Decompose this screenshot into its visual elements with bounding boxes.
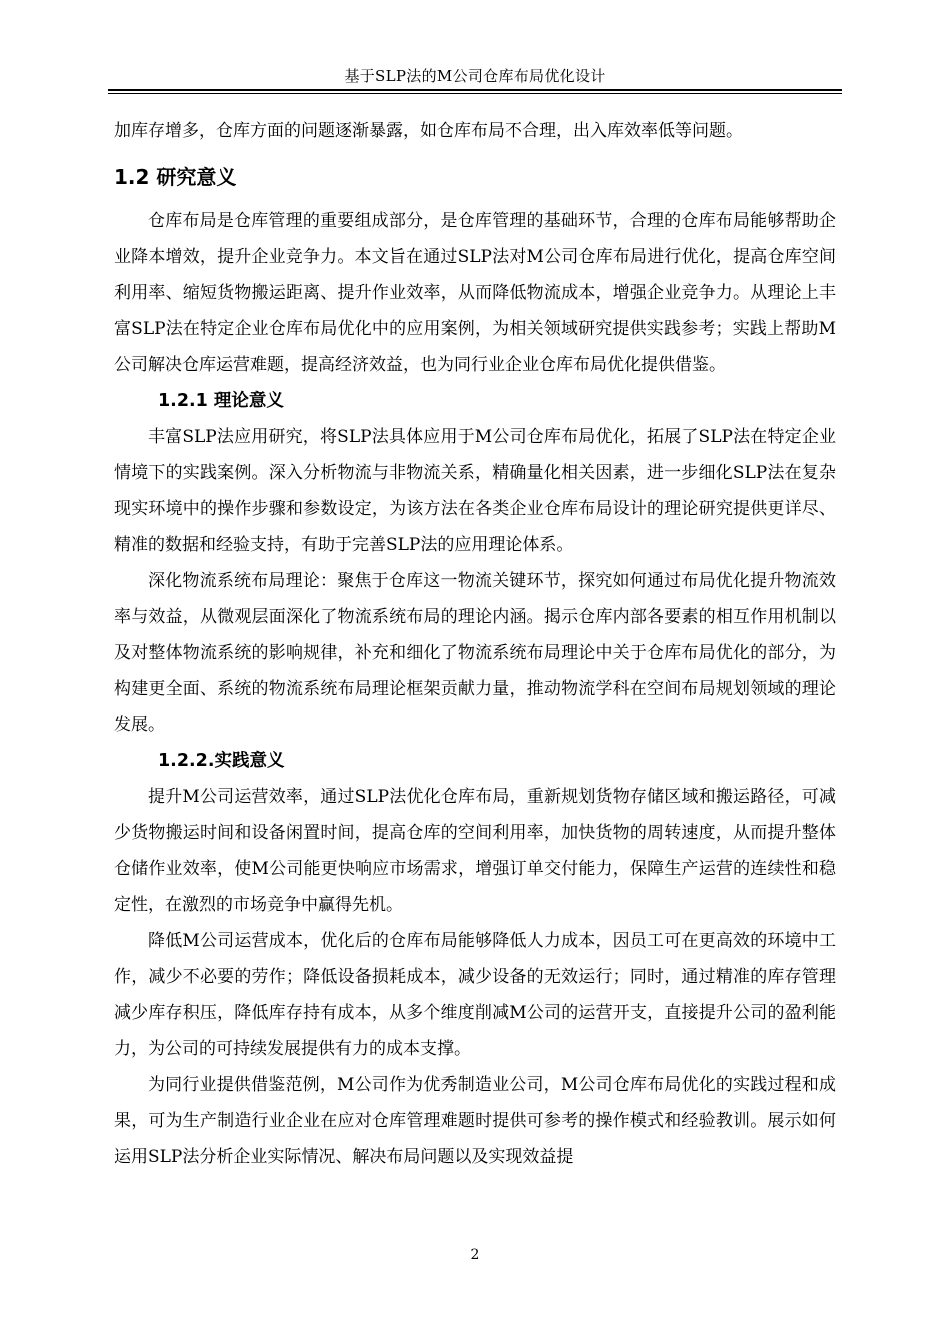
practice-paragraph-1: 提升M公司运营效率，通过SLP法优化仓库布局，重新规划货物存储区域和搬运路径，可减少货物搬运时间和设备闲置时间，提高仓库的空间利用率，加快货物的周转速度，从而提升整体仓储作业效率，使M公司能更快响应市场需求，增强订单交付能力，保障生产运营的连续性和稳定性，在激烈的市场竞争中赢得先机。 [114, 787, 836, 915]
theory-paragraph-2: 深化物流系统布局理论：聚焦于仓库这一物流关键环节，探究如何通过布局优化提升物流效率与效益，从微观层面深化了物流系统布局的理论内涵。揭示仓库内部各要素的相互作用机制以及对整体物流系统的影响规律，补充和细化了物流系统布局理论中关于仓库布局优化的部分，为构建更全面、系统的物流系统布局理论框架贡献力量，推动物流学科在空间布局规划领域的理论发展。 [114, 571, 836, 735]
header-rule-thick [108, 89, 842, 91]
section-heading-1-2-1: 1.2.1 理论意义 [158, 391, 284, 411]
header-rule-thin [108, 93, 842, 94]
section-1-2-paragraph: 仓库布局是仓库管理的重要组成部分，是仓库管理的基础环节，合理的仓库布局能够帮助企业降本增效，提升企业竞争力。本文旨在通过SLP法对M公司仓库布局进行优化，提高仓库空间利用率、缩短货物搬运距离、提升作业效率，从而降低物流成本，增强企业竞争力。从理论上丰富SLP法在特定企业仓库布局优化中的应用案例，为相关领域研究提供实践参考；实践上帮助M公司解决仓库运营难题，提高经济效益，也为同行业企业仓库布局优化提供借鉴。 [114, 211, 836, 375]
practice-paragraph-3: 为同行业提供借鉴范例，M公司作为优秀制造业公司，M公司仓库布局优化的实践过程和成果，可为生产制造行业企业在应对仓库管理难题时提供可参考的操作模式和经验教训。展示如何运用SLP法分析企业实际情况、解决布局问题以及实现效益提 [114, 1075, 836, 1167]
running-header: 基于SLP法的M公司仓库布局优化设计 [344, 67, 606, 85]
page-body [114, 113, 836, 1175]
section-heading-1-2-2: 1.2.2.实践意义 [158, 751, 285, 771]
theory-paragraph-1: 丰富SLP法应用研究，将SLP法具体应用于M公司仓库布局优化，拓展了SLP法在特定企业情境下的实践案例。深入分析物流与非物流关系，精确量化相关因素，进一步细化SLP法在复杂现实环境中的操作步骤和参数设定，为该方法在各类企业仓库布局设计的理论研究提供更详尽、精准的数据和经验支持，有助于完善SLP法的应用理论体系。 [114, 427, 836, 555]
intro-tail-paragraph: 加库存增多，仓库方面的问题逐渐暴露，如仓库布局不合理，出入库效率低等问题。 [114, 121, 743, 141]
practice-paragraph-2: 降低M公司运营成本，优化后的仓库布局能够降低人力成本，因员工可在更高效的环境中工作，减少不必要的劳作；降低设备损耗成本，减少设备的无效运行；同时，通过精准的库存管理减少库存积压，降低库存持有成本，从多个维度削减M公司的运营开支，直接提升公司的盈利能力，为公司的可持续发展提供有力的成本支撑。 [114, 931, 836, 1059]
section-heading-1-2: 1.2 研究意义 [114, 165, 237, 189]
page-number: 2 [470, 1247, 480, 1263]
